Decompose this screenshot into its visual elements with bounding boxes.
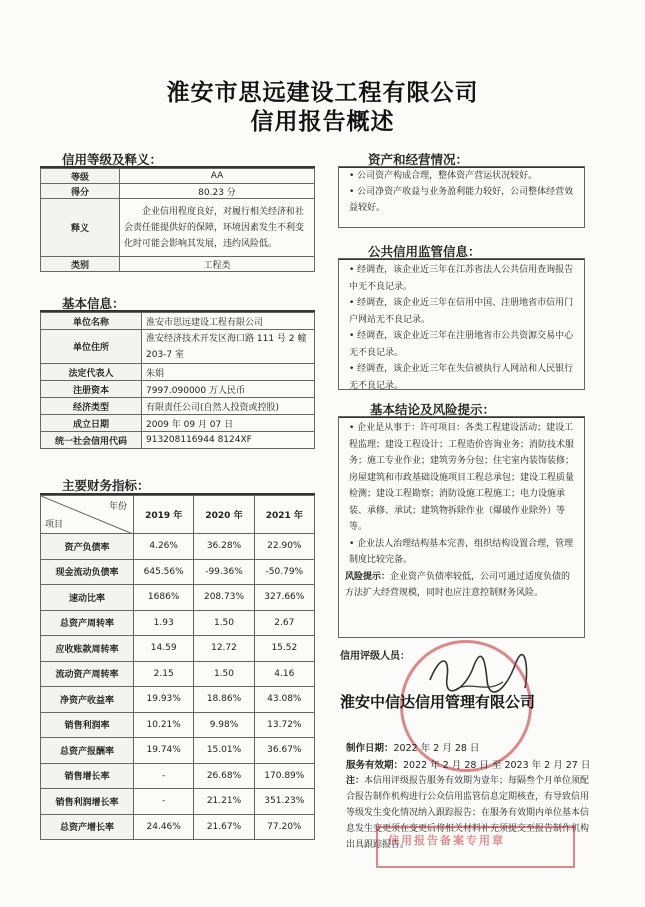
finance-metric-label: 净资产收益率 xyxy=(41,687,134,713)
finance-row xyxy=(41,661,315,687)
finance-value: 13.72% xyxy=(254,712,314,738)
public-item: • 经调查，该企业近三年在江苏省法人公共信用查询报告中无不良记录。 xyxy=(349,265,574,292)
info-value: 淮安市思远建设工程有限公司 xyxy=(142,313,315,330)
info-label: 单位住所 xyxy=(41,330,142,364)
finance-metric-label: 流动资产周转率 xyxy=(41,661,134,687)
conclusion-item: • 企业法人治理结构基本完善，组织结构设置合理，管理制度比较完备。 xyxy=(349,538,574,565)
assets-item: • 公司资产构成合理，整体资产营运状况较好。 xyxy=(349,171,538,181)
year-header: 2021 年 xyxy=(254,496,314,534)
finance-value: 2.67 xyxy=(254,610,314,636)
assets-box xyxy=(338,166,585,228)
grade-value: AA xyxy=(120,169,315,184)
finance-value: 19.93% xyxy=(134,687,194,713)
finance-value: -50.79% xyxy=(254,559,314,585)
conclusion-section-title: 基本结论及风险提示： xyxy=(370,402,496,417)
year-header: 2020 年 xyxy=(194,496,254,534)
category-label: 类别 xyxy=(41,257,120,272)
public-section-title: 公共信用监管信息： xyxy=(368,244,481,259)
info-value: 有限责任公司(自然人投资或控股) xyxy=(142,398,315,415)
finance-value: 1.93 xyxy=(134,610,194,636)
finance-value: 327.66% xyxy=(254,585,314,611)
finance-value: 4.16 xyxy=(254,661,314,687)
finance-value: 1686% xyxy=(134,585,194,611)
finance-value: -99.36% xyxy=(194,559,254,585)
info-label: 经济类型 xyxy=(41,398,142,415)
meaning-label: 释义 xyxy=(41,199,120,257)
note: 注：本信用评级报告服务有效期为壹年；每隔叁个月单位须配合报告制作机构进行公众信用监管信息定期核查，有导致信用等级发生变化情况纳入跟踪报告；在服务有效期内单位基本信息发生变更须在变更后将相关材料补充须提交至报告制作机构出具跟踪报告。 xyxy=(346,776,590,850)
valid-line: 服务有效期：2022 年 2 月 28 日 至 2023 年 2 月 27 日 xyxy=(346,760,591,771)
basic-section-title: 基本信息： xyxy=(62,296,125,311)
finance-value: 351.23% xyxy=(254,789,314,815)
finance-metric-label: 总资产周转率 xyxy=(41,610,134,636)
finance-value: 12.72 xyxy=(194,636,254,662)
finance-metric-label: 速动比率 xyxy=(41,585,134,611)
finance-value: 43.08% xyxy=(254,687,314,713)
finance-row xyxy=(41,738,315,764)
public-item: • 经调查，该企业近三年在注册地省市公共资源交易中心无不良记录。 xyxy=(349,331,574,358)
finance-section-title: 主要财务指标： xyxy=(62,478,150,493)
finance-metric-label: 销售利润增长率 xyxy=(41,789,134,815)
finance-value: 2.15 xyxy=(134,661,194,687)
basic-info-table xyxy=(40,312,315,449)
finance-metric-label: 销售增长率 xyxy=(41,763,134,789)
grade-label: 等级 xyxy=(41,169,120,184)
date-line: 制作日期：2022 年 2 月 28 日 xyxy=(346,743,480,754)
info-label: 注册资本 xyxy=(41,381,142,398)
score-value: 80.23 分 xyxy=(120,184,315,199)
finance-value: - xyxy=(134,789,194,815)
company-title: 淮安市思远建设工程有限公司 xyxy=(166,80,479,106)
finance-value: 22.90% xyxy=(254,534,314,560)
finance-value: 21.67% xyxy=(194,814,254,840)
finance-value: 10.21% xyxy=(134,712,194,738)
finance-value: 15.01% xyxy=(194,738,254,764)
finance-value: 77.20% xyxy=(254,814,314,840)
info-value: 2009 年 09 月 07 日 xyxy=(142,415,315,432)
finance-value: 36.28% xyxy=(194,534,254,560)
finance-metric-label: 总资产报酬率 xyxy=(41,738,134,764)
finance-row xyxy=(41,636,315,662)
assets-item: • 公司净资产收益与业务盈利能力较好，公司整体经营效益较好。 xyxy=(349,187,574,213)
grade-section-title: 信用等级及释义： xyxy=(62,152,163,167)
finance-value: 26.68% xyxy=(194,763,254,789)
finance-metric-label: 现金流动负债率 xyxy=(41,559,134,585)
rating-company: 淮安中信达信用管理有限公司 xyxy=(340,693,536,711)
assets-section-title: 资产和经营情况： xyxy=(368,152,469,167)
finance-value: 4.26% xyxy=(134,534,194,560)
finance-value: 19.74% xyxy=(134,738,194,764)
info-label: 单位名称 xyxy=(41,313,142,330)
rater-label: 信用评级人员： xyxy=(340,651,410,662)
finance-corner: 年份 项目 xyxy=(41,496,134,534)
finance-row xyxy=(41,814,315,840)
finance-row xyxy=(41,559,315,585)
finance-value: 24.46% xyxy=(134,814,194,840)
finance-value: 208.73% xyxy=(194,585,254,611)
finance-metric-label: 应收账款周转率 xyxy=(41,636,134,662)
finance-value: 18.86% xyxy=(194,687,254,713)
finance-value: 14.59 xyxy=(134,636,194,662)
meaning-value: 企业信用程度良好，对履行相关经济和社会责任能提供好的保障，环境因素发生不利变化时可能会影响其发展，违约风险低。 xyxy=(120,199,315,257)
filing-stamp-text: 信用报告备案专用章 xyxy=(388,834,505,847)
info-value: 朱娟 xyxy=(142,364,315,381)
finance-value: 21.21% xyxy=(194,789,254,815)
score-label: 得分 xyxy=(41,184,120,199)
finance-row xyxy=(41,712,315,738)
finance-row xyxy=(41,585,315,611)
info-label: 统一社会信用代码 xyxy=(41,432,142,449)
finance-value: 9.98% xyxy=(194,712,254,738)
finance-metric-label: 销售利润率 xyxy=(41,712,134,738)
info-value: 7997.090000 万人民币 xyxy=(142,381,315,398)
finance-metric-label: 总资产增长率 xyxy=(41,814,134,840)
info-label: 成立日期 xyxy=(41,415,142,432)
finance-row xyxy=(41,789,315,815)
finance-value: 36.67% xyxy=(254,738,314,764)
info-label: 法定代表人 xyxy=(41,364,142,381)
report-title: 信用报告概述 xyxy=(250,109,395,135)
finance-row xyxy=(41,610,315,636)
finance-value: 170.89% xyxy=(254,763,314,789)
public-item: • 经调查，该企业近三年在失信被执行人网站和人民银行无不良记录。 xyxy=(349,364,574,391)
finance-value: 15.52 xyxy=(254,636,314,662)
finance-value: 1.50 xyxy=(194,661,254,687)
finance-row xyxy=(41,534,315,560)
finance-value: 1.50 xyxy=(194,610,254,636)
info-value: 淮安经济技术开发区海口路 111 号 2 幢 203-7 室 xyxy=(142,330,315,364)
category-value: 工程类 xyxy=(120,257,315,272)
finance-row xyxy=(41,687,315,713)
finance-row xyxy=(41,763,315,789)
conclusion-box xyxy=(338,416,585,638)
finance-value: 645.56% xyxy=(134,559,194,585)
conclusion-item: • 企业是从事于：许可项目：各类工程建设活动；建设工程监理；建设工程设计；工程造价咨询业务；消防技术服务；施工专业作业；建筑劳务分包；住宅室内装饰装修；房屋建筑和市政基础设施项目工程总承包；建设工程质量检测；建设工程勘察；消防设施工程施工；电力设施承装、承修、承试；建筑物拆除作业（爆破作业除外）等等。 xyxy=(349,423,575,532)
public-box xyxy=(338,258,585,390)
risk-tip: 风险提示：企业资产负债率较低，公司可通过适度负债的方法扩大经营规模，同时也应注意控制财务风险。 xyxy=(345,571,571,598)
public-item: • 经调查，该企业近三年在信用中国、注册地省市信用门户网站无不良记录。 xyxy=(349,298,574,325)
finance-metric-label: 资产负债率 xyxy=(41,534,134,560)
finance-value: - xyxy=(134,763,194,789)
grade-table xyxy=(40,168,315,272)
year-header: 2019 年 xyxy=(134,496,194,534)
finance-table xyxy=(40,495,315,840)
info-value: 913208116944 8124XF xyxy=(142,432,315,449)
